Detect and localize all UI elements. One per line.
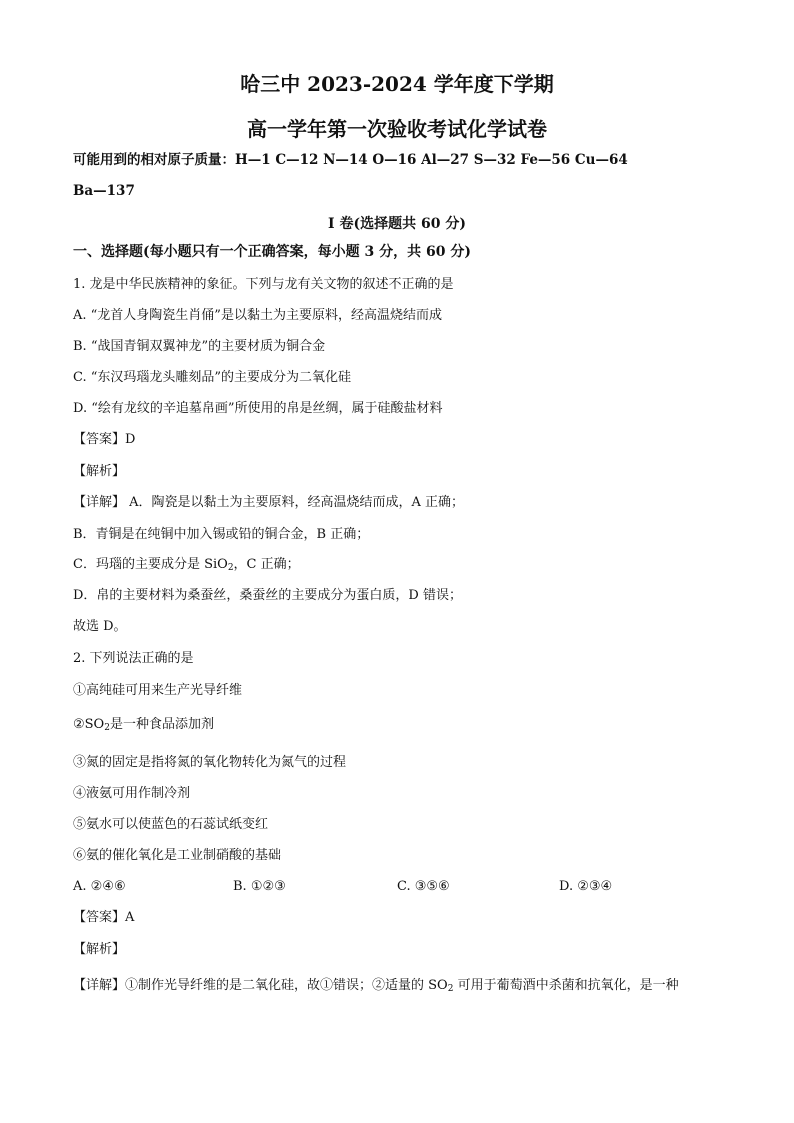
- q2-item-2-text: ②SO: [73, 717, 105, 732]
- q1-detail-a: 【详解】 A．陶瓷是以黏土为主要原料，经高温烧结而成，A 正确；: [73, 495, 465, 510]
- q1-option-c: C. “东汉玛瑙龙头雕刻品”的主要成分为二氧化硅: [73, 370, 352, 385]
- q2-detail-subscript: 2: [447, 984, 454, 994]
- q2-option-a: A. ②④⑥: [73, 879, 126, 894]
- q1-option-b: B. “战国青铜双翼神龙”的主要材质为铜合金: [73, 339, 326, 354]
- q2-option-c: C. ③⑤⑥: [397, 879, 450, 894]
- q2-stem: 2. 下列说法正确的是: [73, 651, 194, 666]
- q2-item-1: ①高纯硅可用来生产光导纤维: [73, 683, 243, 698]
- q2-answer: 【答案】A: [73, 910, 135, 925]
- q2-option-d: D. ②③④: [559, 879, 613, 894]
- q2-analysis-label: 【解析】: [73, 942, 126, 957]
- section-heading: 一、选择题(每小题只有一个正确答案，每小题 3 分，共 60 分): [73, 244, 471, 260]
- q2-item-2-subscript: 2: [104, 723, 110, 733]
- q2-item-2: [73, 716, 214, 737]
- atomic-masses-line2: Ba—137: [73, 183, 135, 199]
- q1-conclusion: 故选 D。: [73, 619, 127, 634]
- q2-detail-tail: 可用于葡萄酒中杀菌和抗氧化，是一种: [453, 978, 679, 993]
- q2-item-5: ⑤氨水可以使蓝色的石蕊试纸变红: [73, 817, 269, 832]
- q1-detail-d: D．帛的主要材料为桑蚕丝，桑蚕丝的主要成分为蛋白质，D 错误；: [73, 588, 462, 603]
- q2-option-b: B. ①②③: [233, 879, 286, 894]
- q1-answer: 【答案】D: [73, 432, 136, 447]
- q2-item-3: ③氮的固定是指将氮的氧化物转化为氮气的过程: [73, 755, 347, 770]
- q1-option-a: A. “龙首人身陶瓷生肖俑”是以黏土为主要原料，经高温烧结而成: [73, 308, 442, 323]
- atomic-masses-line1: 可能用到的相对原子质量：H—1 C—12 N—14 O—16 Al—27 S—32 Fe—56 Cu—64: [73, 152, 628, 168]
- q1-detail-c-subscript: 2: [227, 563, 234, 573]
- q2-item-4: ④液氨可用作制冷剂: [73, 786, 191, 801]
- q2-item-2-tail: 是一种食品添加剂: [109, 717, 214, 732]
- exam-title-line2: 高一学年第一次验收考试化学试卷: [247, 117, 547, 141]
- q2-item-6: ⑥氨的催化氧化是工业制硝酸的基础: [73, 848, 282, 863]
- q1-detail-c-text: C．玛瑙的主要成分是 SiO: [73, 557, 228, 572]
- q1-detail-c-tail: ，C 正确；: [233, 557, 300, 572]
- q1-detail-c: [73, 556, 300, 577]
- exam-title-line1: 哈三中 2023-2024 学年度下学期: [240, 72, 554, 96]
- q1-detail-b: B．青铜是在纯铜中加入锡或铅的铜合金，B 正确；: [73, 527, 370, 542]
- q1-analysis-label: 【解析】: [73, 464, 126, 479]
- q2-detail-text: 【详解】①制作光导纤维的是二氧化硅，故①错误；②适量的 SO: [73, 978, 448, 993]
- q1-stem: 1. 龙是中华民族精神的象征。下列与龙有关文物的叙述不正确的是: [73, 277, 454, 292]
- part-title: I 卷(选择题共 60 分): [328, 216, 466, 232]
- q2-detail: [73, 977, 679, 998]
- q1-option-d: D. “绘有龙纹的辛追墓帛画”所使用的帛是丝绸，属于硅酸盐材料: [73, 401, 443, 416]
